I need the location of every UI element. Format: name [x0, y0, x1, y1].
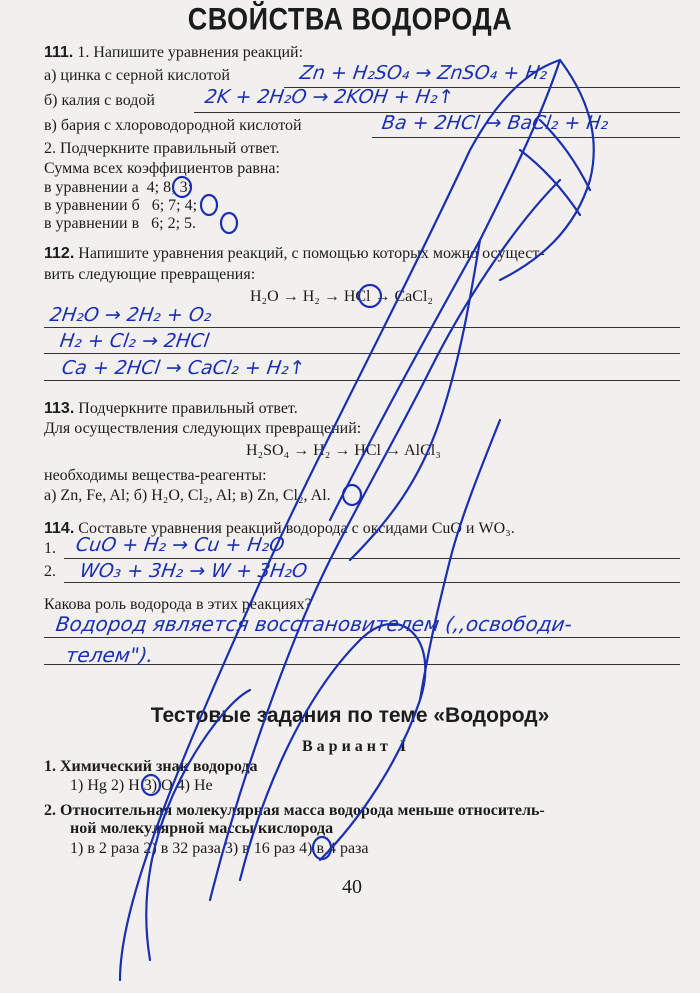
- task-113-prompt: Подчеркните правильный ответ.: [78, 400, 298, 417]
- task-112-number: 112.: [44, 245, 75, 262]
- task-111-item-b-answer: 2K + 2H₂O → 2KOH + H₂↑: [203, 86, 456, 108]
- row-label: в уравнении б: [44, 197, 140, 214]
- selected-answer-circle: [221, 213, 237, 233]
- task-114-answer-2: WO₃ + 3H₂ → W + 3H₂O: [78, 560, 309, 582]
- tests-variant: Вариант I: [302, 738, 411, 755]
- task-111-prompt: 1. Напишите уравнения реакций:: [77, 44, 304, 61]
- row-label: в уравнении в: [44, 215, 140, 232]
- page-number: 40: [342, 876, 362, 898]
- ink-scribble: [210, 180, 560, 900]
- task-112-chain: H₂O → H₂ → HCl → CaCl₂: [250, 288, 433, 305]
- task-113-chain: H₂SO₄ → H₂ → HCl → AlCl₃: [246, 442, 441, 459]
- task-114-line-2-num: 2.: [44, 563, 56, 580]
- task-113-line3: необходимы вещества-реагенты:: [44, 467, 267, 484]
- selected-answer-circle: [313, 837, 331, 859]
- task-114-answer-1: CuO + H₂ → Cu + H₂O: [74, 534, 286, 556]
- ink-scribble: [240, 624, 425, 880]
- task-112-answer-2: H₂ + Cl₂ → 2HCl: [58, 330, 211, 352]
- selected-answer-circle: [142, 775, 160, 795]
- selected-answer-circle: [201, 195, 217, 215]
- ink-scribble: [330, 60, 560, 520]
- task-114-answer-line1: Водород является восстановителем (,,освободи-: [54, 612, 574, 636]
- ink-scribble: [420, 420, 500, 700]
- task-113-number: 113.: [44, 400, 75, 417]
- task-112-prompt-line1: Напишите уравнения реакций, с помощью которых можно осущест-: [78, 245, 545, 262]
- ink-scribble: [146, 690, 250, 960]
- task-112-answer-3: Ca + 2HCl → CaCl₂ + H₂↑: [60, 357, 307, 379]
- task-113-line2: Для осуществления следующих превращений:: [44, 420, 362, 437]
- task-111-number: 111.: [44, 44, 74, 61]
- task-114-line-1-num: 1.: [44, 540, 56, 557]
- task-114-question: Какова роль водорода в этих реакциях?: [44, 596, 312, 613]
- task-114-answer-line2: телем").: [64, 643, 156, 667]
- ink-scribble: [120, 60, 560, 980]
- task-112-answer-1: 2H₂O → 2H₂ + O₂: [48, 304, 214, 326]
- tests-heading: Тестовые задания по теме «Водород»: [150, 704, 550, 727]
- row-label: в уравнении а: [44, 179, 139, 196]
- task-114-number: 114.: [44, 520, 75, 537]
- test-q2-title-line2: ной молекулярной массы кислорода: [70, 820, 334, 837]
- row-values: 4; 8; 3;: [146, 179, 193, 196]
- task-114-prompt: Составьте уравнения реакций водорода с оксидами CuO и WO₃.: [78, 520, 515, 537]
- test-q1-title: 1. Химический знак водорода: [44, 758, 258, 775]
- row-values: 6; 2; 5.: [151, 215, 197, 232]
- task-113-options: а) Zn, Fe, Al; б) H₂O, Cl₂, Al; в) Zn, Cl₂, Al.: [44, 487, 331, 504]
- test-q1-options: 1) Hg 2) H 3) O 4) He: [70, 777, 213, 794]
- page-title: СВОЙСТВА ВОДОРОДА: [187, 1, 513, 37]
- task-111-item-b-label: б) калия с водой: [44, 92, 155, 109]
- row-values: 6; 7; 4;: [151, 197, 198, 214]
- selected-answer-circle: [359, 285, 381, 307]
- selected-answer-circle: [173, 177, 191, 197]
- test-q2-title-line1: 2. Относительная молекулярная масса водорода меньше относитель-: [44, 802, 545, 819]
- task-111-item-c-label: в) бария с хлороводородной кислотой: [44, 117, 302, 134]
- task-111-item-a-answer: Zn + H₂SO₄ → ZnSO₄ + H₂: [298, 62, 549, 84]
- task-111-item-c-answer: Ba + 2HCl → BaCl₂ + H₂: [380, 112, 610, 134]
- task-111-part2: 2. Подчеркните правильный ответ.: [44, 140, 280, 157]
- task-111-item-a-label: а) цинка с серной кислотой: [44, 67, 230, 84]
- test-q2-options: 1) в 2 раза 2) в 32 раза 3) в 16 раз 4) в 4 раза: [70, 840, 369, 857]
- task-112-prompt-line2: вить следующие превращения:: [44, 266, 256, 283]
- task-111-sum-title: Сумма всех коэффициентов равна:: [44, 160, 280, 177]
